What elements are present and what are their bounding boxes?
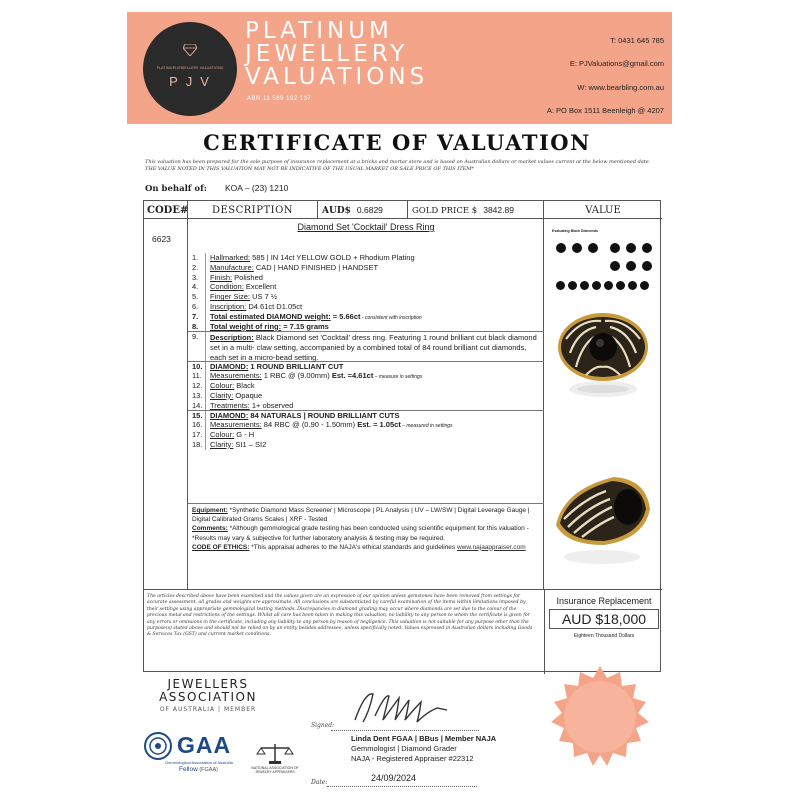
item-number: 18.	[188, 440, 206, 450]
item-text	[206, 273, 544, 283]
gaa-letters: GAA	[177, 732, 232, 758]
item-label: Inscription:	[210, 301, 247, 311]
insurance-value: AUD $18,000	[549, 609, 659, 629]
item-number: 14.	[188, 401, 206, 411]
item-number: 4.	[188, 282, 206, 292]
brand-line: PLATINUM	[245, 18, 393, 44]
list-item	[188, 420, 544, 430]
item-label: Finish:	[210, 272, 233, 282]
item-label: Condition:	[210, 282, 244, 292]
item-text	[206, 253, 544, 263]
item-text	[206, 322, 544, 332]
diamond-image	[580, 281, 589, 290]
signer-block	[351, 734, 496, 764]
comments-label: Comments:	[192, 525, 228, 533]
list-item	[188, 282, 544, 292]
item-value: D4.61ct D1.05ct	[246, 301, 303, 311]
diamond-image	[626, 243, 636, 253]
item-text	[206, 263, 544, 273]
gold-header	[408, 201, 544, 219]
date-line	[327, 786, 477, 787]
item-text	[206, 440, 544, 450]
fellow-sub: (FGAA)	[197, 767, 218, 773]
item-text	[206, 391, 544, 401]
item-text	[206, 411, 544, 420]
item-value: CAD | HAND FINISHED | HANDSET	[253, 262, 379, 272]
list-item	[188, 440, 544, 450]
pjv-logo	[143, 22, 237, 116]
comments-text: *Although gemmological grade testing has been conducted using scientific equipment for this valuation - *Results may vary & subjective for further laboratory analysis & testing may be required.	[192, 525, 529, 542]
item-text	[206, 371, 544, 381]
item-note: – measure in settings	[373, 374, 423, 381]
behalf-value: KOA – (23) 1210	[225, 183, 289, 193]
item-number: 12.	[188, 381, 206, 391]
insurance-words: Eighteen Thousand Dollars	[573, 633, 635, 639]
item-number: 10.	[188, 362, 206, 371]
code-header: CODE#	[144, 201, 188, 219]
item-label: Colour:	[210, 380, 235, 390]
logo-initials: PJV	[169, 74, 217, 89]
list-item	[188, 331, 544, 361]
insurance-label: Insurance Replacement	[556, 596, 652, 606]
item-number: 2.	[188, 263, 206, 273]
fellow-text: Fellow	[179, 766, 198, 773]
ring-photo-side	[554, 469, 652, 569]
diamond-image	[628, 281, 637, 290]
item-label: Measurements:	[210, 371, 262, 381]
signed-label: Signed:	[311, 722, 335, 729]
gold-value: 3842.89	[483, 205, 514, 215]
item-label: Total estimated DIAMOND weight:	[210, 311, 331, 321]
item-number: 17.	[188, 430, 206, 440]
naja-text: NATIONAL ASSOCIATION OF JEWELRY APPRAISERS	[251, 766, 299, 774]
signer-name: Linda Dent FGAA | BBus | Member NAJA	[351, 734, 497, 743]
abn-number: ABN 11 589 102 137	[247, 96, 312, 102]
phone: T: 0431 645 785	[610, 36, 664, 45]
equipment-line	[192, 506, 540, 524]
item-value: Polished	[232, 272, 263, 282]
item-value: = 5.66ct	[330, 311, 361, 321]
item-text	[206, 332, 544, 361]
diamond-image	[610, 261, 620, 271]
diamond-image	[592, 281, 601, 290]
item-number: 9.	[188, 332, 206, 361]
item-number: 16.	[188, 420, 206, 430]
item-number: 11.	[188, 371, 206, 381]
item-value: 585 | IN 14ct YELLOW GOLD + Rhodium Plating	[250, 253, 415, 262]
email[interactable]: E: PJValuations@gmail.com	[569, 59, 664, 68]
diamond-image	[640, 281, 649, 290]
diamond-image	[556, 281, 565, 290]
certificate-page	[123, 10, 679, 790]
item-number: 15.	[188, 411, 206, 420]
description-column	[188, 219, 544, 589]
signature-line	[331, 730, 479, 731]
item-text	[206, 282, 544, 292]
list-item	[188, 312, 544, 322]
list-item	[188, 371, 544, 381]
item-label: Clarity:	[210, 439, 234, 449]
behalf-label: On behalf of:	[145, 184, 207, 194]
list-item	[188, 263, 544, 273]
jewellers-association-logo	[153, 678, 263, 713]
item-text	[206, 292, 544, 302]
signer-registration: NAJA - Registered Appraiser #22312	[351, 754, 474, 763]
item-value: US 7 ½	[250, 292, 278, 302]
item-label: Manufacture:	[210, 262, 254, 272]
diamond-image	[642, 261, 652, 271]
signer-role: Gemmologist | Diamond Grader	[351, 744, 457, 753]
ethics-text: *This appraisal adheres to the NAJA's ethical standards and guidelines	[249, 543, 457, 551]
list-item	[188, 430, 544, 440]
list-item	[188, 322, 544, 332]
item-number: 3.	[188, 273, 206, 283]
diamond-image	[556, 243, 566, 253]
naja-logo	[247, 742, 303, 780]
valuation-notes	[145, 159, 665, 172]
fellow-label	[179, 766, 218, 773]
item-label: Colour:	[210, 429, 235, 439]
item-label: Clarity:	[210, 390, 234, 400]
item-value: SI1 – SI2	[233, 439, 267, 449]
item-text	[206, 362, 544, 371]
item-number: 13.	[188, 391, 206, 401]
item-number: 8.	[188, 322, 206, 332]
diamond-image	[642, 243, 652, 253]
code-column	[144, 219, 188, 589]
ring-photo-top	[556, 309, 650, 405]
item-number: 7.	[188, 312, 206, 322]
diamond-image	[610, 243, 620, 253]
gaa-globe-icon	[143, 732, 173, 760]
equipment-text: *Synthetic Diamond Mass Screener | Microscope | PL Analysis | UV – LW/SW | Digital Leverage Gauge | Digital Calibrated Grams Scales | XRF - Tested	[192, 507, 530, 524]
item-label: Total weight of ring:	[210, 321, 282, 331]
item-label: Description:	[210, 333, 254, 343]
note-line: THE VALUE NOTED IN THIS VALUATION MAY NOT BE INDICATIVE OF THE USUAL MARKET OR SALE PRICE OF THIS ITEM*	[145, 165, 474, 172]
diamond-image	[572, 243, 582, 253]
item-text	[206, 420, 544, 430]
item-value: Excellent	[243, 282, 277, 292]
item-text	[206, 302, 544, 312]
brand-line: JEWELLERY	[245, 41, 409, 67]
seal	[547, 664, 653, 770]
item-code: 6623	[152, 234, 171, 244]
naja-link[interactable]: www.najaappraiser.com	[456, 543, 526, 551]
list-item	[188, 292, 544, 302]
item-label: Hallmarked:	[210, 253, 251, 262]
item-note: – measured in settings	[400, 423, 453, 430]
aud-label: AUD$	[322, 206, 351, 216]
item-note: - consistent with inscription	[360, 314, 422, 321]
diamond-image	[616, 281, 625, 290]
item-value: 1+ observed	[249, 400, 294, 410]
diamond-image	[568, 281, 577, 290]
item-label: Measurements:	[210, 420, 262, 430]
gold-label: GOLD PRICE $	[412, 206, 478, 216]
header-banner	[127, 12, 672, 124]
item-number: 5.	[188, 292, 206, 302]
brand-line: VALUATIONS	[245, 64, 429, 90]
brand-name	[245, 20, 428, 89]
item-label: DIAMOND:	[210, 411, 249, 421]
ja-line: OF AUSTRALIA | MEMBER	[159, 706, 257, 713]
website[interactable]: W: www.bearbling.com.au	[577, 83, 664, 92]
item-value: Opaque	[233, 390, 263, 400]
equipment-label: Equipment:	[192, 507, 228, 514]
comments-line	[192, 524, 540, 542]
item-details	[188, 253, 544, 450]
item-value: Black Diamond set 'Cocktail' dress ring. Featuring 1 round brilliant cut black diamond set in a multi- claw setting, accompanied by a combined total of 84 round brilliant cut diamonds, each set in a micro-bead setting.	[210, 333, 537, 362]
address: A: PO Box 1511 Beenleigh @ 4207	[546, 106, 664, 115]
ja-line: JEWELLERS	[167, 677, 249, 691]
ethics-label: CODE OF ETHICS:	[192, 543, 250, 551]
ja-line: ASSOCIATION	[159, 690, 257, 704]
item-label: DIAMOND:	[210, 362, 249, 372]
list-item	[188, 361, 544, 371]
item-value: G - H	[234, 429, 255, 439]
disclaimer-row	[144, 589, 662, 673]
list-item	[188, 253, 544, 263]
item-text	[206, 430, 544, 440]
signature	[345, 686, 455, 728]
item-text	[206, 312, 544, 322]
gaa-subtitle: Gemmological Association of Australia	[165, 760, 233, 765]
disclaimer: The articles described above have been examined and the values given are an expression of our opinion unless gemstones have been removed from settings for accurate assessment, all grades and weights are approximate. All conclusions are substantiated by careful examination of the items within limitations imposed by their settings using appropriate gemmological testing methods. Discrepancies in diamond grading may occur where diamonds are set due to the colour of the precious metal and restrictions of the settings. Whilst all care has been taken in making this valuation, no liability to any person to whom the certificate is given for any errors or omissions in the certificate, including any liability to any person by reason of negligence. This valuation is not suitable for any purpose other than the purpose(s) stated above and should not be relied on by an entity besides addressee, unless specifically noted. Values expressed in Australian dollars including Goods & Services Tax (GST) and current market conditions.	[147, 594, 533, 638]
item-label: Treatments:	[210, 400, 250, 410]
item-number: 6.	[188, 302, 206, 312]
item-text	[206, 381, 544, 391]
equipment-section	[188, 503, 544, 552]
value-header: VALUE	[544, 201, 662, 219]
aud-value: 0.6829	[356, 205, 383, 215]
description-header: DESCRIPTION	[188, 201, 318, 219]
list-item	[188, 401, 544, 411]
list-item	[188, 381, 544, 391]
logo-tagline: PLATINUM JEWELLERY VALUATIONS	[156, 66, 224, 70]
diamond-image	[604, 281, 613, 290]
diamond-image	[588, 243, 598, 253]
item-value: 1 ROUND BRILLIANT CUT	[248, 362, 344, 372]
insurance-box	[544, 590, 662, 674]
item-estimate: Est. =4.61ct	[331, 371, 374, 381]
item-estimate: Est. = 1.05ct	[357, 420, 401, 430]
chart-title: Evaluating Black Diamonds	[552, 229, 598, 233]
valuation-table	[143, 200, 661, 672]
item-value: Black	[234, 380, 255, 390]
item-value: 84 RBC @ (0.90 - 1.50mm)	[261, 420, 358, 430]
item-title: Diamond Set 'Cocktail' Dress Ring	[297, 222, 435, 232]
item-value: = 7.15 grams	[281, 321, 329, 331]
date-label: Date:	[311, 779, 328, 786]
item-value: 84 NATURALS | ROUND BRILLIANT CUTS	[248, 411, 400, 421]
list-item	[188, 273, 544, 283]
item-label: Finger Size:	[210, 292, 251, 302]
note-line: This valuation has been prepared for the sole purpose of insurance replacement at a bricks and mortar store and is based on Australian dollars or market values current at the below mentioned date.	[145, 159, 651, 165]
list-item	[188, 410, 544, 420]
item-value: 1 RBC @ (9.00mm)	[261, 371, 332, 381]
list-item	[188, 391, 544, 401]
value-column	[544, 219, 662, 589]
black-diamond-chart	[550, 225, 658, 305]
list-item	[188, 302, 544, 312]
scales-icon	[247, 742, 303, 766]
item-text	[206, 401, 544, 411]
item-number: 1.	[188, 253, 206, 263]
date-value: 24/09/2024	[371, 773, 417, 783]
diamond-image	[626, 261, 636, 271]
certificate-title: CERTIFICATE OF VALUATION	[203, 130, 591, 155]
ethics-line	[192, 543, 540, 552]
diamond-icon	[183, 44, 197, 56]
aud-header	[318, 201, 408, 219]
